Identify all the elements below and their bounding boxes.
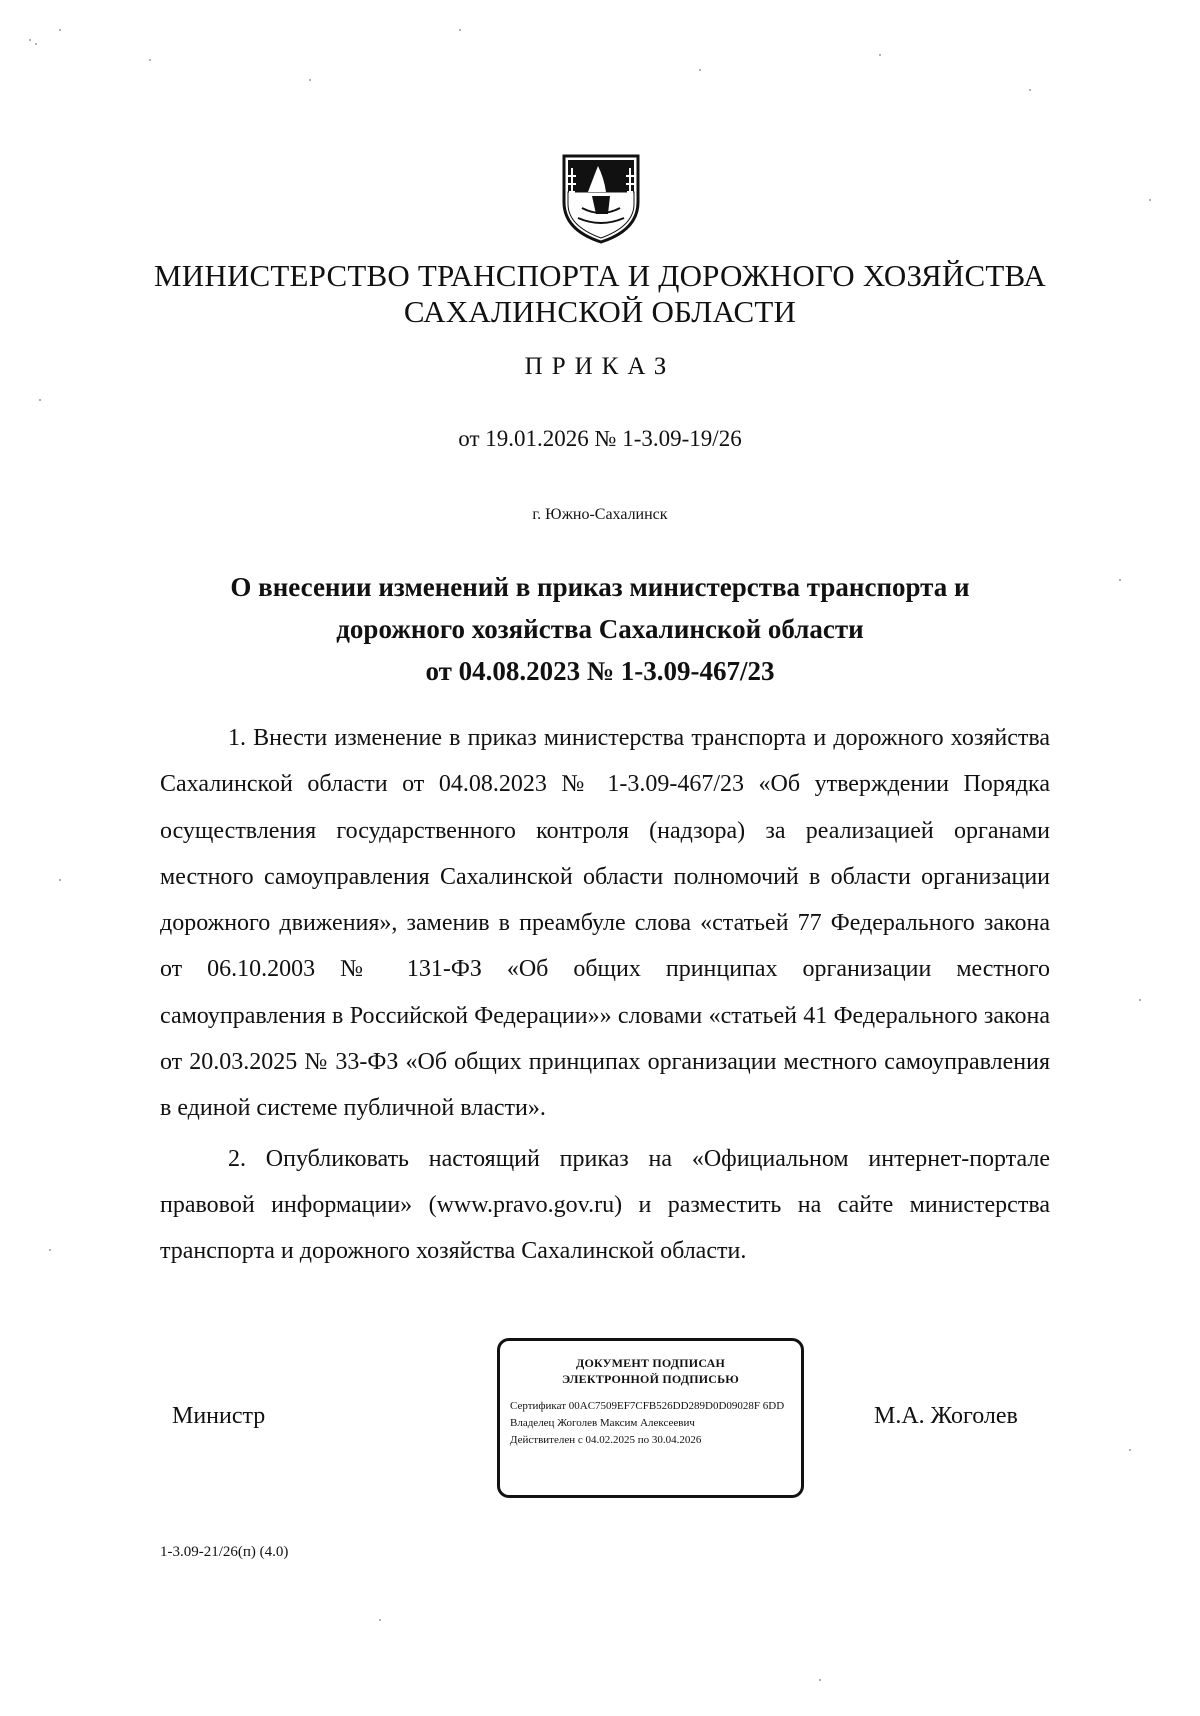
paragraph-2: 2. Опубликовать настоящий приказ на «Официальном интернет-портале правовой информации» (www.pravo.gov.ru) и разместить на сайте министерства транспорта и дорожного хозяйства Сахалинской области. (160, 1145, 1050, 1265)
stamp-title-line-1: ДОКУМЕНТ ПОДПИСАН (576, 1356, 725, 1370)
signer-title: Министр (172, 1403, 266, 1429)
stamp-owner: Владелец Жоголев Максим Алексеевич (510, 1417, 695, 1429)
signer-name: М.А. Жоголев (874, 1403, 1018, 1429)
sakhalin-coat-of-arms-icon (558, 152, 644, 244)
ministry-name (100, 258, 1100, 330)
electronic-signature-stamp (497, 1338, 804, 1498)
order-number-date: от 19.01.2026 № 1-3.09-19/26 (458, 426, 742, 451)
stamp-certificate: Сертификат 00AC7509EF7CFB526DD289D0D09028F 6DD (510, 1400, 785, 1412)
heading-line-2: дорожного хозяйства Сахалинской области (336, 614, 864, 644)
document-code: 1-3.09-21/26(п) (4.0) (160, 1544, 289, 1560)
ministry-line-2: САХАЛИНСКОЙ ОБЛАСТИ (403, 294, 797, 329)
document-type: ПРИКАЗ (524, 353, 676, 380)
stamp-validity: Действителен с 04.02.2025 по 30.04.2026 (510, 1434, 702, 1446)
paragraph-1: 1. Внести изменение в приказ министерства транспорта и дорожного хозяйства Сахалинской области от 04.08.2023 № 1-3.09-467/23 «Об утверждении Порядка осуществления государственного контроля (надзора) за реализацией органами местного самоуправления Сахалинской области полномочий в области организации дорожного движения», заменив в преамбуле слова «статьей 77 Федерального закона от 06.10.2003 № 131-ФЗ «Об общих принципах организации местного самоуправления в Российской Федерации»» словами «статьей 41 Федерального закона от 20.03.2025 № 33-ФЗ «Об общих принципах организации местного самоуправления в единой системе публичной власти». (160, 725, 1050, 1122)
stamp-title-line-2: ЭЛЕКТРОННОЙ ПОДПИСЬЮ (561, 1372, 740, 1386)
heading-line-3: от 04.08.2023 № 1-3.09-467/23 (425, 656, 775, 686)
ministry-line-1: МИНИСТЕРСТВО ТРАНСПОРТА И ДОРОЖНОГО ХОЗЯЙСТВА (154, 258, 1046, 293)
heading-line-1: О внесении изменений в приказ министерства транспорта и (230, 572, 970, 602)
city: г. Южно-Сахалинск (532, 506, 668, 523)
document-body (160, 715, 1050, 1275)
document-heading (150, 566, 1050, 692)
